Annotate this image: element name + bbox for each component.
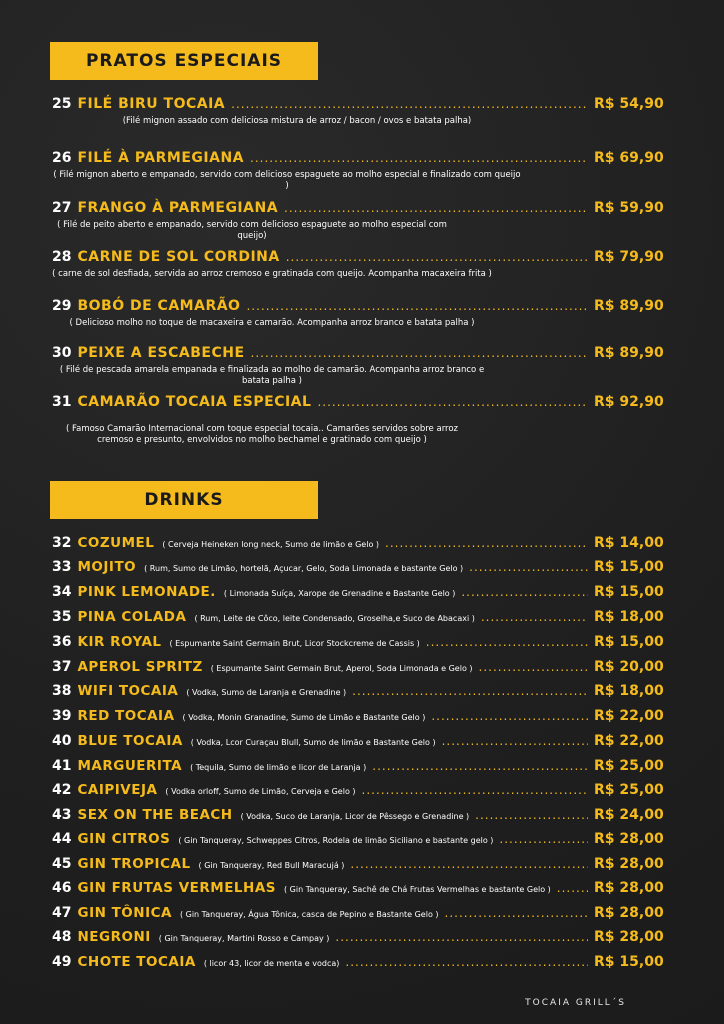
- dish-description: ( Delicioso molho no toque de macaxeira e camarão. Acompanha arroz branco e batata palha ): [69, 318, 475, 328]
- drink-price: R$ 22,00: [594, 733, 664, 749]
- dish-number: 25: [52, 96, 72, 112]
- drink-name: CHOTE TOCAIA: [77, 954, 196, 970]
- dot-leader: [385, 536, 588, 550]
- drink-price: R$ 28,00: [594, 831, 664, 847]
- drink-ingredients: ( Vodka, Suco de Laranja, Licor de Pêssego e Grenadine ): [240, 812, 470, 821]
- drink-name: APEROL SPRITZ: [77, 659, 203, 675]
- drink-price: R$ 14,00: [594, 535, 664, 551]
- footer-brand: TOCAIA GRILL´S: [525, 998, 626, 1008]
- dot-leader: [442, 734, 588, 748]
- drink-item: [52, 683, 672, 699]
- drink-number: 44: [52, 831, 72, 847]
- drink-price: R$ 28,00: [594, 905, 664, 921]
- drink-number: 42: [52, 782, 72, 798]
- drink-number: 45: [52, 856, 72, 872]
- drink-ingredients: ( Cerveja Heineken long neck, Sumo de limão e Gelo ): [162, 540, 379, 549]
- dish-description: ( Filé mignon aberto e empanado, servido com delicioso espaguete ao molho especial e finalizado com queijo ): [53, 170, 521, 191]
- dot-leader: [251, 346, 588, 360]
- drink-number: 40: [52, 733, 72, 749]
- drink-number: 47: [52, 905, 72, 921]
- dot-leader: [317, 395, 588, 409]
- dish-price: R$ 54,90: [594, 96, 664, 112]
- dish-name: FILÉ À PARMEGIANA: [77, 150, 244, 166]
- drink-ingredients: ( Gin Tanqueray, Schweppes Citros, Rodela de limão Siciliano e bastante gelo ): [178, 836, 494, 845]
- dish-name: FILÉ BIRU TOCAIA: [77, 96, 226, 112]
- drink-number: 33: [52, 559, 72, 575]
- drink-number: 41: [52, 758, 72, 774]
- dish-name: FRANGO À PARMEGIANA: [77, 200, 279, 216]
- dish-description: (Filé mignon assado com deliciosa mistura de arroz / bacon / ovos e batata palha): [122, 116, 472, 126]
- dot-leader: [350, 857, 588, 871]
- drink-ingredients: ( Vodka orloff, Sumo de Limão, Cerveja e Gelo ): [165, 787, 356, 796]
- drink-item: [52, 634, 672, 650]
- dish-price: R$ 89,90: [594, 345, 664, 361]
- dish-item: [52, 96, 672, 127]
- drink-price: R$ 20,00: [594, 659, 664, 675]
- dot-leader: [426, 635, 588, 649]
- drink-item: [52, 782, 672, 798]
- dot-leader: [286, 250, 588, 264]
- drink-number: 32: [52, 535, 72, 551]
- drink-number: 35: [52, 609, 72, 625]
- dish-item: [52, 200, 672, 242]
- drink-name: PINK LEMONADE.: [77, 584, 216, 600]
- drink-name: MOJITO: [77, 559, 137, 575]
- drink-name: MARGUERITA: [77, 758, 183, 774]
- drink-number: 36: [52, 634, 72, 650]
- drink-price: R$ 15,00: [594, 584, 664, 600]
- drink-item: [52, 856, 672, 872]
- drink-ingredients: ( Vodka, Monin Granadine, Sumo de Limão e Bastante Gelo ): [182, 713, 426, 722]
- dot-leader: [557, 881, 588, 895]
- drink-number: 37: [52, 659, 72, 675]
- drink-number: 39: [52, 708, 72, 724]
- drink-price: R$ 22,00: [594, 708, 664, 724]
- drink-name: PINA COLADA: [77, 609, 187, 625]
- dot-leader: [479, 660, 588, 674]
- drink-name: GIN TROPICAL: [77, 856, 191, 872]
- drink-name: SEX ON THE BEACH: [77, 807, 233, 823]
- dot-leader: [445, 906, 588, 920]
- drink-name: GIN CITROS: [77, 831, 171, 847]
- dish-price: R$ 89,90: [594, 298, 664, 314]
- drink-ingredients: ( Vodka, Lcor Curaçau Blull, Sumo de limão e Bastante Gelo ): [190, 738, 436, 747]
- dish-item: [52, 394, 672, 446]
- pratos-especiais-banner: [50, 42, 318, 80]
- dot-leader: [335, 930, 588, 944]
- dot-leader: [362, 783, 588, 797]
- dish-price: R$ 79,90: [594, 249, 664, 265]
- dot-leader: [284, 201, 588, 215]
- drink-item: [52, 708, 672, 724]
- drink-item: [52, 929, 672, 945]
- dish-number: 28: [52, 249, 72, 265]
- drink-price: R$ 28,00: [594, 929, 664, 945]
- drink-item: [52, 609, 672, 625]
- drink-price: R$ 15,00: [594, 954, 664, 970]
- drink-name: CAIPIVEJA: [77, 782, 158, 798]
- dish-item: [52, 345, 672, 387]
- dot-leader: [469, 560, 588, 574]
- dish-item: [52, 298, 672, 329]
- dish-description: ( Filé de peito aberto e empanado, servido com delicioso espaguete ao molho especial com queijo): [57, 220, 447, 241]
- dish-name: CAMARÃO TOCAIA ESPECIAL: [77, 394, 312, 410]
- dot-leader: [475, 808, 588, 822]
- drink-ingredients: ( Gin Tanqueray, Água Tônica, casca de Pepino e Bastante Gelo ): [179, 910, 439, 919]
- dish-number: 31: [52, 394, 72, 410]
- dish-description: ( Famoso Camarão Internacional com toque especial tocaia.. Camarões servidos sobre arroz cremoso e presunto, envolvidos no molho bechamel e gratinado com queijo ): [65, 424, 459, 445]
- drink-name: GIN TÔNICA: [77, 905, 172, 921]
- dish-number: 29: [52, 298, 72, 314]
- drink-ingredients: ( Espumante Saint Germain Brut, Licor Stockcreme de Cassis ): [169, 639, 420, 648]
- drink-number: 43: [52, 807, 72, 823]
- drink-price: R$ 24,00: [594, 807, 664, 823]
- dot-leader: [499, 832, 588, 846]
- drink-item: [52, 758, 672, 774]
- dot-leader: [481, 610, 588, 624]
- dot-leader: [246, 299, 588, 313]
- drink-number: 34: [52, 584, 72, 600]
- pratos-section-title: PRATOS ESPECIAIS: [85, 51, 283, 71]
- drink-ingredients: ( Gin Tanqueray, Sachê de Chá Frutas Vermelhas e bastante Gelo ): [284, 885, 551, 894]
- dot-leader: [461, 585, 588, 599]
- drink-name: GIN FRUTAS VERMELHAS: [77, 880, 276, 896]
- drink-name: KIR ROYAL: [77, 634, 162, 650]
- drink-item: [52, 584, 672, 600]
- drink-ingredients: ( Tequila, Sumo de limão e licor de Laranja ): [190, 763, 367, 772]
- drink-price: R$ 25,00: [594, 782, 664, 798]
- drink-name: RED TOCAIA: [77, 708, 175, 724]
- dish-name: BOBÓ DE CAMARÃO: [77, 298, 241, 314]
- drink-ingredients: ( Rum, Sumo de Limão, hortelã, Açucar, Gelo, Soda Limonada e bastante Gelo ): [144, 564, 464, 573]
- dish-number: 27: [52, 200, 72, 216]
- drinks-section-title: DRINKS: [144, 490, 224, 510]
- dot-leader: [352, 684, 588, 698]
- drink-price: R$ 18,00: [594, 609, 664, 625]
- drink-ingredients: ( Rum, Leite de Côco, leite Condensado, Groselha,e Suco de Abacaxi ): [194, 614, 475, 623]
- dot-leader: [431, 709, 588, 723]
- dish-description: ( carne de sol desfiada, servida ao arroz cremoso e gratinada com queijo. Acompanha macaxeira frita ): [52, 269, 492, 279]
- drink-ingredients: ( Limonada Suíça, Xarope de Grenadine e Bastante Gelo ): [223, 589, 456, 598]
- dish-price: R$ 92,90: [594, 394, 664, 410]
- drink-ingredients: ( Vodka, Sumo de Laranja e Grenadine ): [186, 688, 347, 697]
- drink-item: [52, 535, 672, 551]
- drink-price: R$ 15,00: [594, 559, 664, 575]
- drink-item: [52, 831, 672, 847]
- dish-item: [52, 249, 672, 280]
- drink-ingredients: ( Gin Tanqueray, Martini Rosso e Campay ): [158, 934, 330, 943]
- drinks-banner: [50, 481, 318, 519]
- drink-price: R$ 25,00: [594, 758, 664, 774]
- dot-leader: [231, 97, 588, 111]
- drink-ingredients: ( licor 43, licor de menta e vodca): [203, 959, 340, 968]
- dish-description: ( Filé de pescada amarela empanada e finalizada ao molho de camarão. Acompanha arroz branco e batata palha ): [59, 365, 485, 386]
- drink-item: [52, 733, 672, 749]
- dish-number: 26: [52, 150, 72, 166]
- dish-number: 30: [52, 345, 72, 361]
- drink-item: [52, 905, 672, 921]
- drink-name: COZUMEL: [77, 535, 155, 551]
- drink-price: R$ 28,00: [594, 856, 664, 872]
- drink-number: 49: [52, 954, 72, 970]
- dot-leader: [345, 955, 588, 969]
- dish-item: [52, 150, 672, 192]
- drink-item: [52, 880, 672, 896]
- dot-leader: [372, 759, 588, 773]
- drink-ingredients: ( Gin Tanqueray, Red Bull Maracujá ): [198, 861, 345, 870]
- dish-price: R$ 69,90: [594, 150, 664, 166]
- dish-name: PEIXE A ESCABECHE: [77, 345, 245, 361]
- drink-price: R$ 15,00: [594, 634, 664, 650]
- drink-item: [52, 559, 672, 575]
- drink-number: 46: [52, 880, 72, 896]
- drink-item: [52, 659, 672, 675]
- drink-item: [52, 954, 672, 970]
- drink-number: 38: [52, 683, 72, 699]
- drink-name: WIFI TOCAIA: [77, 683, 179, 699]
- drink-price: R$ 18,00: [594, 683, 664, 699]
- drink-ingredients: ( Espumante Saint Germain Brut, Aperol, Soda Limonada e Gelo ): [210, 664, 473, 673]
- drink-name: BLUE TOCAIA: [77, 733, 183, 749]
- drink-price: R$ 28,00: [594, 880, 664, 896]
- drink-name: NEGRONI: [77, 929, 151, 945]
- drink-number: 48: [52, 929, 72, 945]
- dot-leader: [250, 151, 588, 165]
- dish-price: R$ 59,90: [594, 200, 664, 216]
- dish-name: CARNE DE SOL CORDINA: [77, 249, 280, 265]
- drink-item: [52, 807, 672, 823]
